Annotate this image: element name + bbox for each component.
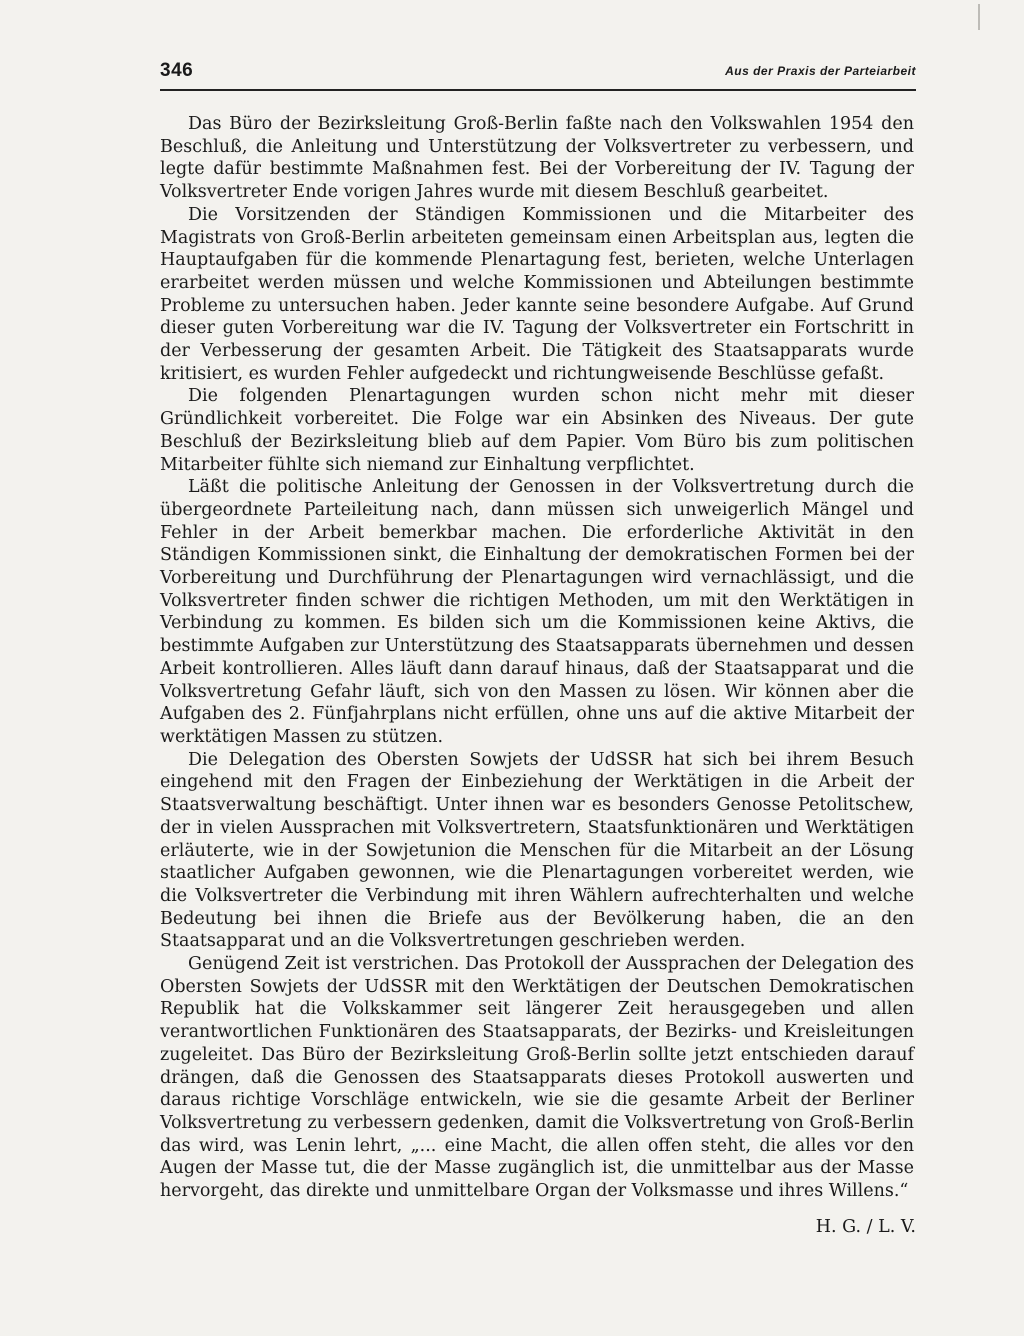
paragraph: Läßt die politische Anleitung der Genossen in der Volksvertretung durch die übergeordnete Parteileitung nach, dann müssen sich unweigerlich Mängel und Fehler in der Arbeit bemerkbar machen. Die erforderliche Aktivität in den Ständigen Kommissionen sinkt, die Einhaltung der demokratischen Formen bei der Vorbereitung und Durchführung der Plenartagungen wird vernachlässigt, und die Volksvertreter finden schwer die richtigen Methoden, um mit den Werktätigen in Verbindung zu kommen. Es bilden sich um die Kommissionen keine Aktivs, die bestimmte Aufgaben zur Unterstützung des Staatsapparats übernehmen und dessen Arbeit kontrollieren. Alles läuft dann darauf hinaus, daß der Staatsapparat und die Volksvertretung Gefahr läuft, sich von den Massen zu lösen. Wir können aber die Aufgaben des 2. Fünfjahrplans nicht erfüllen, ohne uns auf die aktive Mitarbeit der werktätigen Massen zu stützen. bbox=[160, 477, 914, 747]
paragraph: Die Vorsitzenden der Ständigen Kommissionen und die Mitarbeiter des Magistrats von Groß-Berlin arbeiteten gemeinsam einen Arbeitsplan aus, legten die Hauptaufgaben für die kommende Plenartagung fest, berieten, welche Unterlagen erarbeitet werden müssen und welche Kommissionen und Abteilungen bestimmte Probleme zu untersuchen haben. Jeder kannte seine besondere Aufgabe. Auf Grund dieser guten Vorbereitung war die IV. Tagung der Volksvertreter ein Fortschritt in der Verbesserung der gesamten Arbeit. Die Tätigkeit des Staatsapparats wurde kritisiert, es wurden Fehler aufgedeckt und richtungweisende Beschlüsse gefaßt. bbox=[160, 204, 914, 384]
paragraph: Genügend Zeit ist verstrichen. Das Protokoll der Aussprachen der Delegation des Obersten Sowjets der UdSSR mit den Werktätigen der Deutschen Demokratischen Republik hat die Volkskammer seit längerer Zeit herausgegeben und allen verantwortlichen Funktionären des Staatsapparats, der Bezirks- und Kreisleitungen zugeleitet. Das Büro der Bezirksleitung Groß-Berlin sollte jetzt entschieden darauf drängen, daß die Genossen des Staatsapparats dieses Protokoll auswerten und daraus richtige Vorschläge entwickeln, wie sie die gesamte Arbeit der Berliner Volksvertretung zu verbessern gedenken, damit die Volksvertretung von Groß-Berlin das wird, was Lenin lehrt, „... eine Macht, die allen offen steht, die alles vor den Augen der Masse tut, die der Masse zugänglich ist, die unmittelbar aus der Masse hervorgeht, das direkte und unmittelbare Organ der Volksmasse und ihres Willens.“ bbox=[160, 954, 914, 1202]
article-body bbox=[160, 113, 914, 1203]
author-signature: H. G. / L. V. bbox=[815, 1217, 916, 1237]
paragraph: Die Delegation des Obersten Sowjets der UdSSR hat sich bei ihrem Besuch eingehend mit den Fragen der Einbeziehung der Werktätigen in die Arbeit der Staatsverwaltung beschäftigt. Unter ihnen war es besonders Genosse Petolitschew, der in vielen Aussprachen mit Volksvertretern, Staatsfunktionären und Werktätigen erläuterte, wie in der Sowjetunion die Menschen für die Mitarbeit an der Lösung staatlicher Aufgaben gewonnen, wie die Plenartagungen vorbereitet werden, wie die Volksvertreter die Verbindung mit ihren Wählern aufrechterhalten und welche Bedeutung bei ihnen die Briefe aus der Bevölkerung haben, die an den Staatsapparat und an die Volksvertretungen geschrieben werden. bbox=[160, 749, 914, 952]
page-header bbox=[160, 60, 916, 88]
running-title: Aus der Praxis der Parteiarbeit bbox=[725, 64, 916, 78]
margin-mark bbox=[978, 4, 980, 30]
page-number: 346 bbox=[160, 60, 194, 81]
paragraph: Die folgenden Plenartagungen wurden schon nicht mehr mit dieser Gründlichkeit vorbereitet. Die Folge war ein Absinken des Niveaus. Der gute Beschluß der Bezirksleitung blieb auf dem Papier. Vom Büro bis zum politischen Mitarbeiter fühlte sich niemand zur Einhaltung verpflichtet. bbox=[160, 386, 914, 475]
header-rule bbox=[160, 89, 916, 91]
paragraph: Das Büro der Bezirksleitung Groß-Berlin faßte nach den Volkswahlen 1954 den Beschluß, die Anleitung und Unterstützung der Volksvertreter zu verbessern, und legte dafür bestimmte Maßnahmen fest. Bei der Vorbereitung der IV. Tagung der Volksvertreter Ende vorigen Jahres wurde mit diesem Beschluß gearbeitet. bbox=[160, 114, 914, 203]
